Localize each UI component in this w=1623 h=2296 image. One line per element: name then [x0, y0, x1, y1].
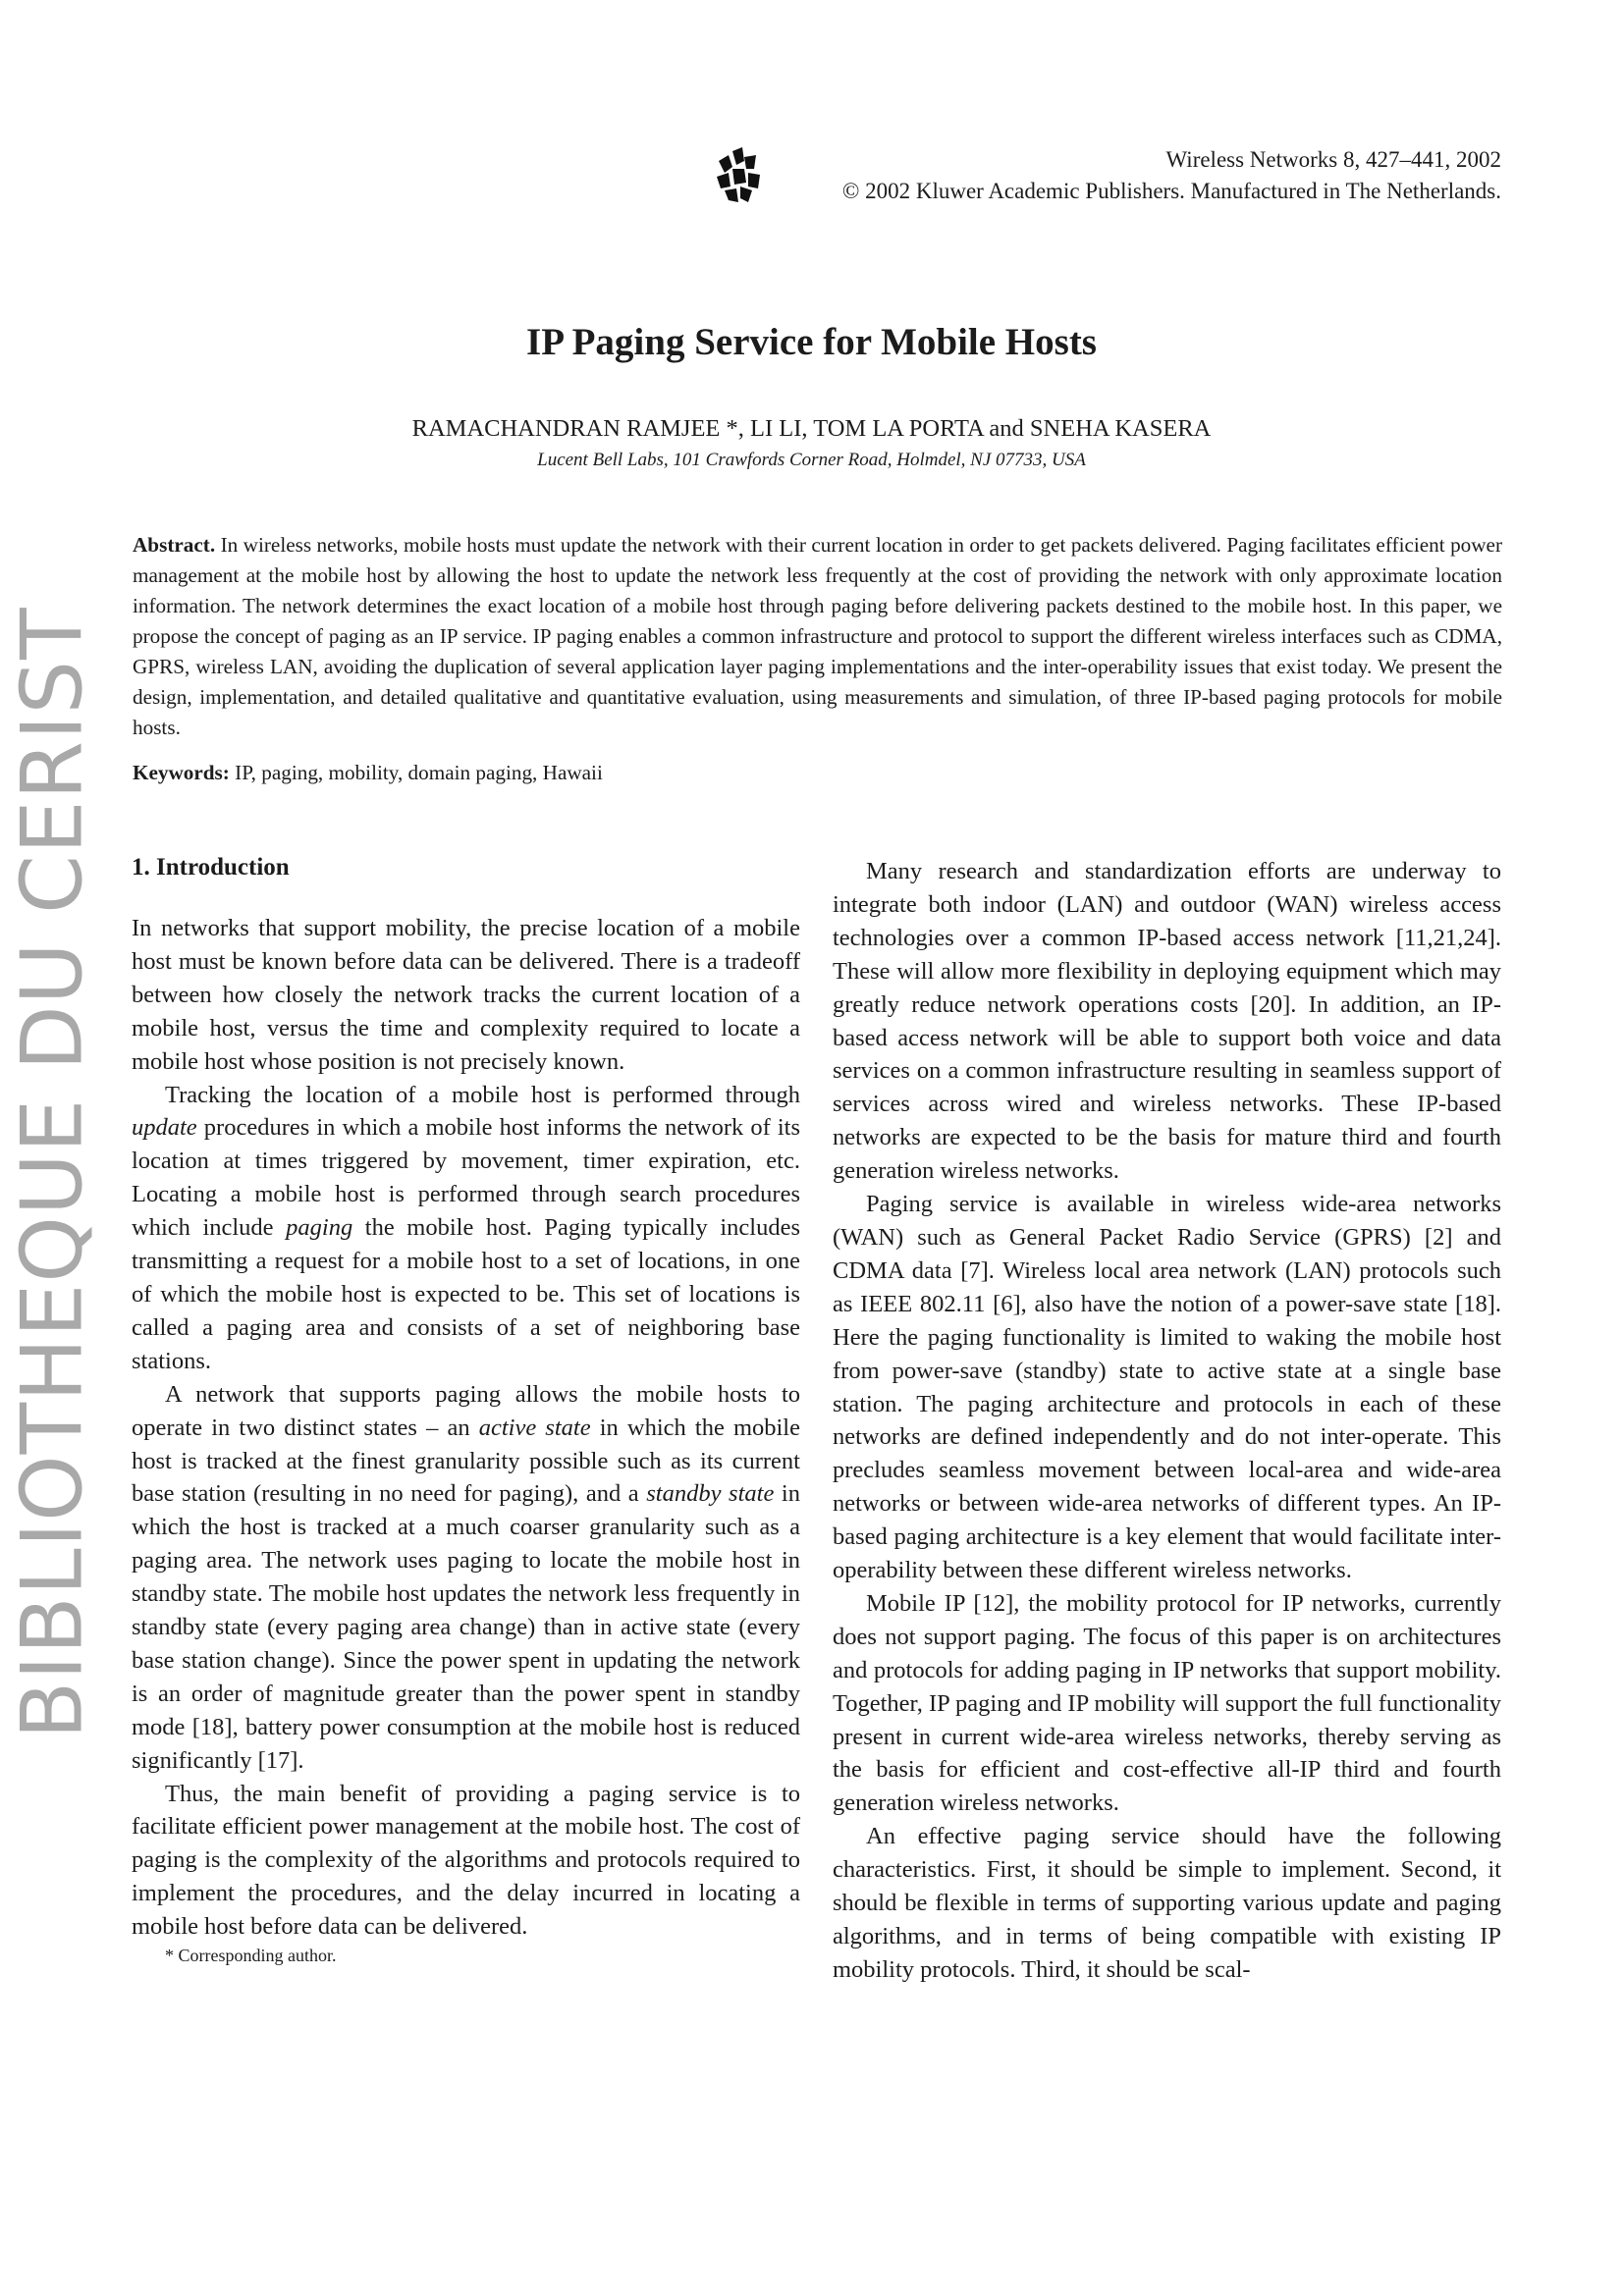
- emphasis: standby state: [646, 1480, 775, 1508]
- abstract-text: In wireless networks, mobile hosts must update the network with their current location in order to get packets delivered. Paging facilitates efficient power management at the mobile host by allowing the host to update the network less frequently at the cost of providing the network with only approximate location information. The network determines the exact location of a mobile host through paging before delivering packets destined to the mobile host. In this paper, we propose the concept of paging as an IP service. IP paging enables a common infrastructure and protocol to support the different wireless interfaces such as CDMA, GPRS, wireless LAN, avoiding the duplication of several application layer paging implementations and the inter-operability issues that exist today. We present the design, implementation, and detailed qualitative and quantitative evaluation, using measurements and simulation, of three IP-based paging protocols for mobile hosts.: [133, 533, 1503, 739]
- right-column: [833, 855, 1501, 1987]
- left-column: [132, 851, 800, 1967]
- paragraph: An effective paging service should have the following characteristics. First, it should be simple to implement. Second, it should be flexible in terms of supporting various update and paging algorithms, and in terms of being compatible with existing IP mobility protocols. Third, it should be scal-: [833, 1823, 1501, 1983]
- paragraph: Thus, the main benefit of providing a paging service is to facilitate efficient power management at the mobile host. The cost of paging is the complexity of the algorithms and protocols required to implement the procedures, and the delay incurred in locating a mobile host before data can be delivered.: [132, 1780, 800, 1941]
- copyright-line: © 2002 Kluwer Academic Publishers. Manufactured in The Netherlands.: [841, 179, 1501, 203]
- footnote: * Corresponding author.: [165, 1946, 337, 1966]
- paragraph: In networks that support mobility, the precise location of a mobile host must be known before data can be delivered. There is a tradeoff between how closely the network tracks the current location of a mobile host, versus the time and complexity required to locate a mobile host whose position is not precisely known.: [132, 915, 800, 1075]
- abstract-label: Abstract.: [133, 533, 216, 557]
- keywords-text: IP, paging, mobility, domain paging, Hawaii: [235, 761, 603, 784]
- paragraph: Many research and standardization efforts are underway to integrate both indoor (LAN) and outdoor (WAN) wireless access technologies over a common IP-based access network [11,21,24]. These will allow more flexibility in deploying equipment which may greatly reduce network operations costs [20]. In addition, an IP-based access network will be able to support both voice and data services on a common infrastructure resulting in seamless support of services across wired and wireless networks. These IP-based networks are expected to be the basis for mature third and fourth generation wireless networks.: [833, 858, 1501, 1185]
- abstract: [133, 530, 1502, 743]
- section-heading: 1. Introduction: [132, 854, 290, 881]
- paragraph: A network that supports paging allows the mobile hosts to operate in two distinct states – an active state in which the mobile host is tracked at the finest granularity possible such as its current base station (resulting in no need for paging), and a standby state in which the host is tracked at a much coarser granularity such as a paging area. The network uses paging to locate the mobile host in standby state. The mobile host updates the network less frequently in standby state (every paging area change) than in active state (every base station change). Since the power spent in updating the network is an order of magnitude greater than the power spent in standby mode [18], battery power consumption at the mobile host is reduced significantly [17].: [132, 1380, 800, 1774]
- emphasis: active state: [478, 1414, 591, 1441]
- emphasis: paging: [286, 1214, 353, 1242]
- keywords: [133, 758, 1502, 788]
- emphasis: update: [132, 1114, 197, 1142]
- paragraph: Paging service is available in wireless wide-area networks (WAN) such as General Packet Radio Service (GPRS) [2] and CDMA data [7]. Wireless local area network (LAN) protocols such as IEEE 802.11 [6], also have the notion of a power-save state [18]. Here the paging functionality is limited to waking the mobile host from power-save (standby) state to active state at a single base station. The paging architecture and protocols in each of these networks are defined independently and do not inter-operate. This precludes seamless movement between local-area and wide-area networks or between wide-area networks of different types. An IP-based paging architecture is a key element that would facilitate inter-operability between these different wireless networks.: [833, 1191, 1501, 1584]
- watermark: [4, 560, 102, 1787]
- keywords-label: Keywords:: [133, 761, 230, 784]
- affiliation: Lucent Bell Labs, 101 Crawfords Corner Road, Holmdel, NJ 07733, USA: [537, 450, 1086, 470]
- paragraph: Tracking the location of a mobile host is performed through update procedures in which a mobile host informs the network of its location at times triggered by movement, timer expiration, etc. Locating a mobile host is performed through search procedures which include paging the mobile host. Paging typically includes transmitting a request for a mobile host to a set of locations, in one of which the mobile host is expected to be. This set of locations is called a paging area and consists of a set of neighboring base stations.: [132, 1081, 800, 1374]
- watermark-text: BIBLIOTHEQUE DU CERIST: [4, 607, 102, 1739]
- journal-citation: Wireless Networks 8, 427–441, 2002: [1165, 147, 1501, 172]
- publisher-logo-icon: [715, 147, 762, 202]
- paper-title: IP Paging Service for Mobile Hosts: [526, 321, 1097, 363]
- paragraph: Mobile IP [12], the mobility protocol for IP networks, currently does not support paging. The focus of this paper is on architectures and protocols for adding paging in IP networks that support mobility. Together, IP paging and IP mobility will support the full functionality present in current wide-area wireless networks, thereby serving as the basis for efficient and cost-effective all-IP third and fourth generation wireless networks.: [833, 1589, 1501, 1817]
- authors: RAMACHANDRAN RAMJEE *, LI LI, TOM LA PORTA and SNEHA KASERA: [411, 415, 1212, 442]
- journal-info: [842, 144, 1501, 207]
